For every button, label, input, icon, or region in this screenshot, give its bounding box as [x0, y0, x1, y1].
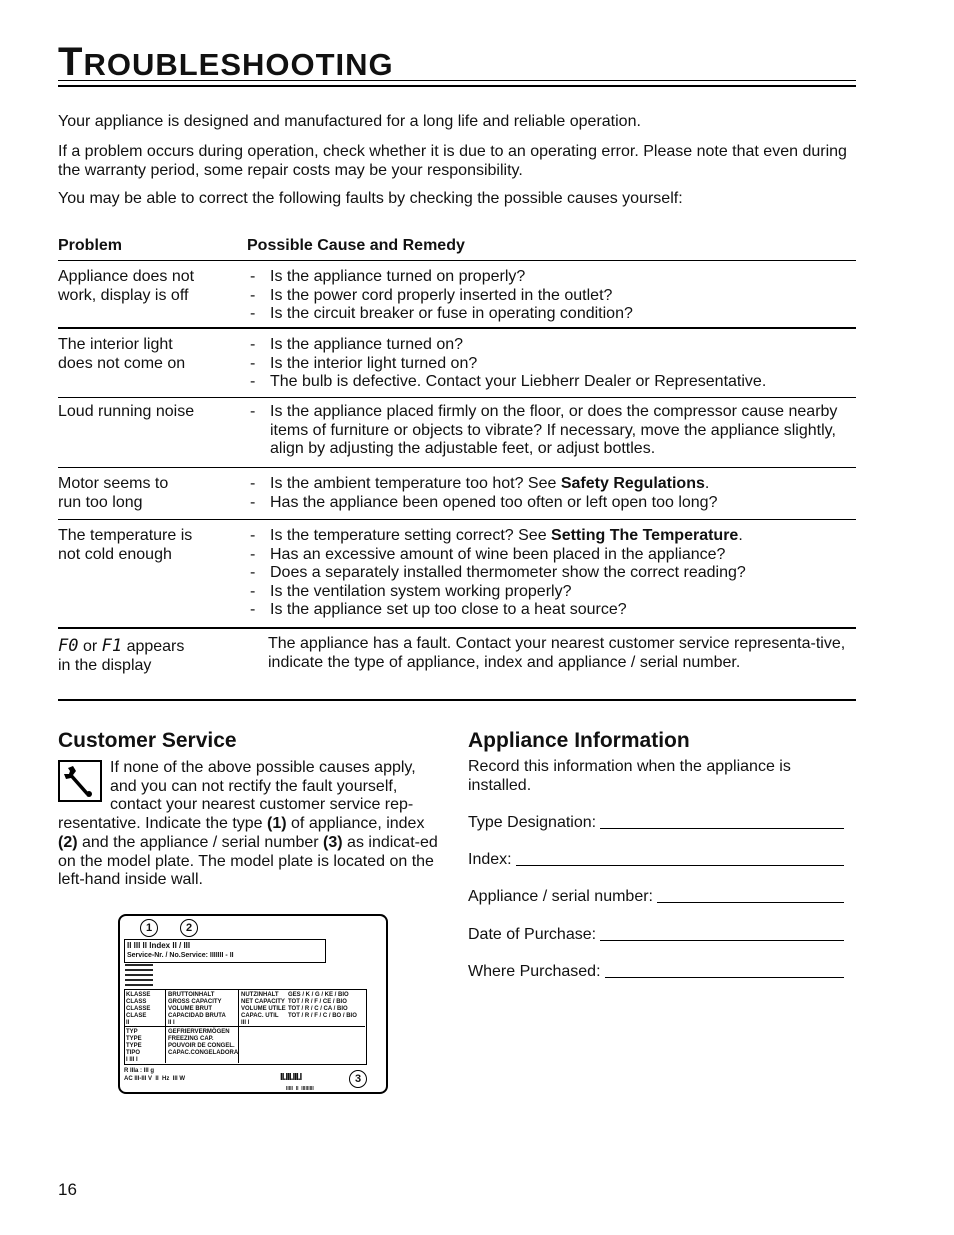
index-field[interactable]: Index:: [468, 851, 844, 869]
marker-3: 3: [349, 1070, 367, 1088]
table-row-remedies: - Is the appliance turned on properly? - Is the power cord properly inserted in the outlet? - Is the circuit breaker or fuse in operating condition?: [250, 268, 633, 322]
title-rule-thin: [58, 80, 856, 81]
table-divider: [58, 627, 856, 629]
table-header-divider: [58, 260, 856, 261]
table-row-remedies: - Is the appliance placed firmly on the floor, or does the compressor cause nearby items of furniture or objects to vibrate? If necessary, move the appliance slightly, align by adjusting the adjustable feet, or adjust bottles.: [250, 403, 838, 457]
appliance-info-heading: Appliance Information: [468, 729, 690, 752]
table-bottom-rule: [58, 699, 856, 701]
table-divider: [58, 397, 856, 398]
table-row-problem: F0 or F1 appears in the display: [58, 636, 185, 674]
table-row-problem: The interior light does not come on: [58, 336, 186, 372]
intro-paragraph-2: If a problem occurs during operation, check whether it is due to an operating error. Please note that even during the warranty period, some repair costs may be your responsibility.: [58, 143, 847, 179]
serial-number-field[interactable]: Appliance / serial number:: [468, 888, 844, 906]
marker-2: 2: [180, 919, 198, 937]
appliance-info-intro: Record this information when the appliance is installed.: [468, 758, 791, 794]
fault-code-f1: F1: [101, 636, 123, 656]
table-row-problem: Appliance does not work, display is off: [58, 268, 195, 304]
page-title: TROUBLESHOOTING: [58, 40, 394, 84]
customer-service-heading: Customer Service: [58, 729, 237, 752]
model-plate-diagram: 1 2 II III II Index II / III Service-Nr. / No.Service: IIIIIII - II KLASSE CLASS CLASSE CLASE II BRUTTOINHALT GROSS CAPACITY VOLUME BRUT CAPACIDAD BRUTA II I NUTZINHALT NET CAPACITY VOLUME UTILE CAPAC. UTIL III I GES / K / G / KE / BIO TOT / R / F / CE / BIO TOT / R / C / CA / BIO TOT / R / F / C / BO / BIO TYP TYPE TYPE TIPO I III I GEFRIERVERMÖGEN FREEZING CAP. POUVOIR DE CONGEL. CAPAC.CONGELADORA R IIIa : III g AC III-III V II Hz III W II.III.III.I IIIII II IIIIIIIII 3: [118, 914, 388, 1094]
title-rule-thick: [58, 85, 856, 87]
fault-code-f0: F0: [58, 636, 79, 656]
where-purchased-field[interactable]: Where Purchased:: [468, 963, 844, 981]
table-row-remedies: - Is the appliance turned on? - Is the interior light turned on? - The bulb is defective. Contact your Liebherr Dealer or Representative.: [250, 336, 767, 390]
table-header-problem: Problem: [58, 237, 123, 254]
page-number: 16: [58, 1180, 77, 1199]
table-row-remedies: - Is the temperature setting correct? See Setting The Temperature. - Has an excessive amount of wine been placed in the appliance? - Does a separately installed thermometer show the correct reading? - Is the ventilation system working properly? - Is the appliance set up too close to a heat source?: [250, 527, 746, 618]
table-header-remedy: Possible Cause and Remedy: [247, 237, 465, 254]
table-divider: [58, 327, 856, 329]
table-divider: [58, 519, 856, 520]
customer-service-text: If none of the above possible causes apply, and you can not rectify the fault yourself, contact your nearest customer service rep-resentative. Indicate the type (1) of appliance, index (2) and the appliance / serial number (3) as indicat-ed on the model plate. The model plate is located on the left-hand inside wall.: [58, 759, 438, 889]
table-row-problem: The temperature is not cold enough: [58, 527, 193, 563]
table-divider: [58, 467, 856, 468]
table-row-problem: Loud running noise: [58, 403, 195, 420]
table-row-remedies: - Is the ambient temperature too hot? See Safety Regulations. - Has the appliance been opened too often or left open too long?: [250, 475, 718, 511]
date-of-purchase-field[interactable]: Date of Purchase:: [468, 926, 844, 944]
marker-1: 1: [140, 919, 158, 937]
type-designation-field[interactable]: Type Designation:: [468, 814, 844, 832]
intro-paragraph-1: Your appliance is designed and manufactured for a long life and reliable operation.: [58, 113, 641, 130]
table-row-problem: Motor seems to run too long: [58, 475, 169, 511]
intro-paragraph-3: You may be able to correct the following faults by checking the possible causes yourself:: [58, 190, 683, 207]
fault-remedy: The appliance has a fault. Contact your nearest customer service representa-tive, indicate the type of appliance, index and appliance / serial number.: [268, 635, 846, 671]
